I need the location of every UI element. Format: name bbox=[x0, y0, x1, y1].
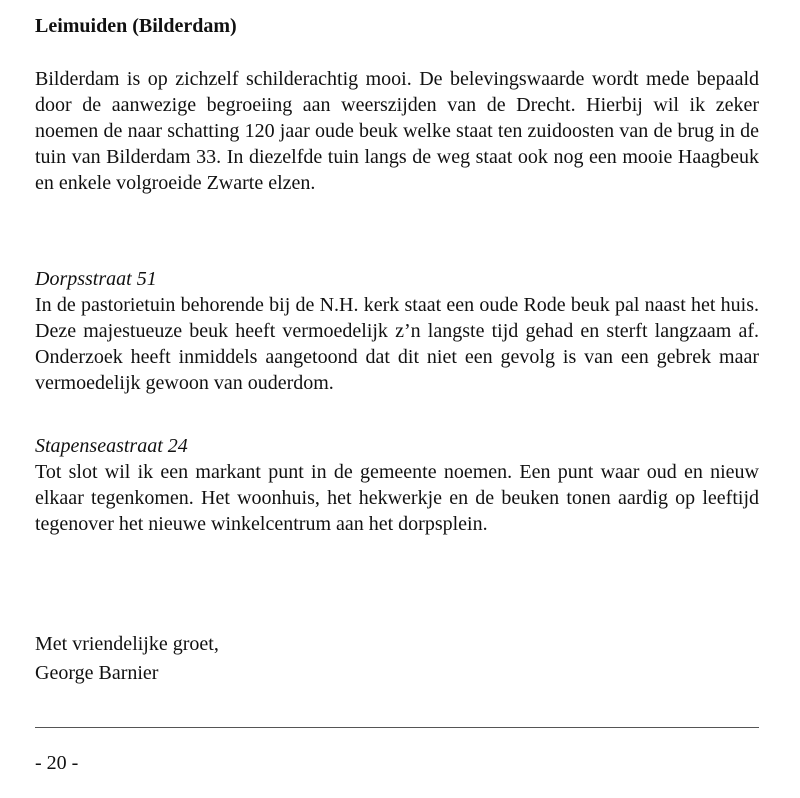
section-dorpsstraat bbox=[35, 266, 759, 396]
closing-greeting: Met vriendelijke groet, bbox=[35, 633, 219, 655]
section-bilderdam bbox=[35, 66, 759, 196]
section-bilderdam-text: Bilderdam is op zichzelf schilderachtig mooi. De belevingswaarde wordt mede bepaald door de aanwezige begroeiing aan weerszijden van de Drecht. Hierbij wil ik zeker noemen de naar schatting 120 jaar oude beuk welke staat ten zuidoosten van de brug in de tuin van Bilderdam 33. In diezelfde tuin langs de weg staat ook nog een mooie Haagbeuk en enkele volgroeide Zwarte elzen. bbox=[35, 68, 759, 194]
page-number: - 20 - bbox=[35, 752, 79, 774]
section-dorpsstraat-text: In de pastorietuin behorende bij de N.H. kerk staat een oude Rode beuk pal naast het huis. Deze majestueuze beuk heeft vermoedelijk z’n langste tijd gehad en sterft langzaam af. Onderzoek heeft inmiddels aangetoond dat dit niet een gevolg is van een gebrek maar vermoedelijk gewoon van ouderdom. bbox=[35, 294, 759, 394]
document-page bbox=[35, 0, 759, 798]
section-stapenseastraat-title: Stapenseastraat 24 bbox=[35, 435, 188, 457]
closing-block bbox=[35, 630, 219, 688]
closing-signature: George Barnier bbox=[35, 662, 159, 684]
section-stapenseastraat-text: Tot slot wil ik een markant punt in de gemeente noemen. Een punt waar oud en nieuw elkaar tegenkomen. Het woonhuis, het hekwerkje en de beuken tonen aardig op leeftijd tegenover het nieuwe winkelcentrum aan het dorpsplein. bbox=[35, 461, 759, 535]
page-heading: Leimuiden (Bilderdam) bbox=[35, 15, 237, 37]
section-dorpsstraat-title: Dorpsstraat 51 bbox=[35, 268, 157, 290]
section-stapenseastraat bbox=[35, 433, 759, 537]
footer-divider bbox=[35, 727, 759, 728]
